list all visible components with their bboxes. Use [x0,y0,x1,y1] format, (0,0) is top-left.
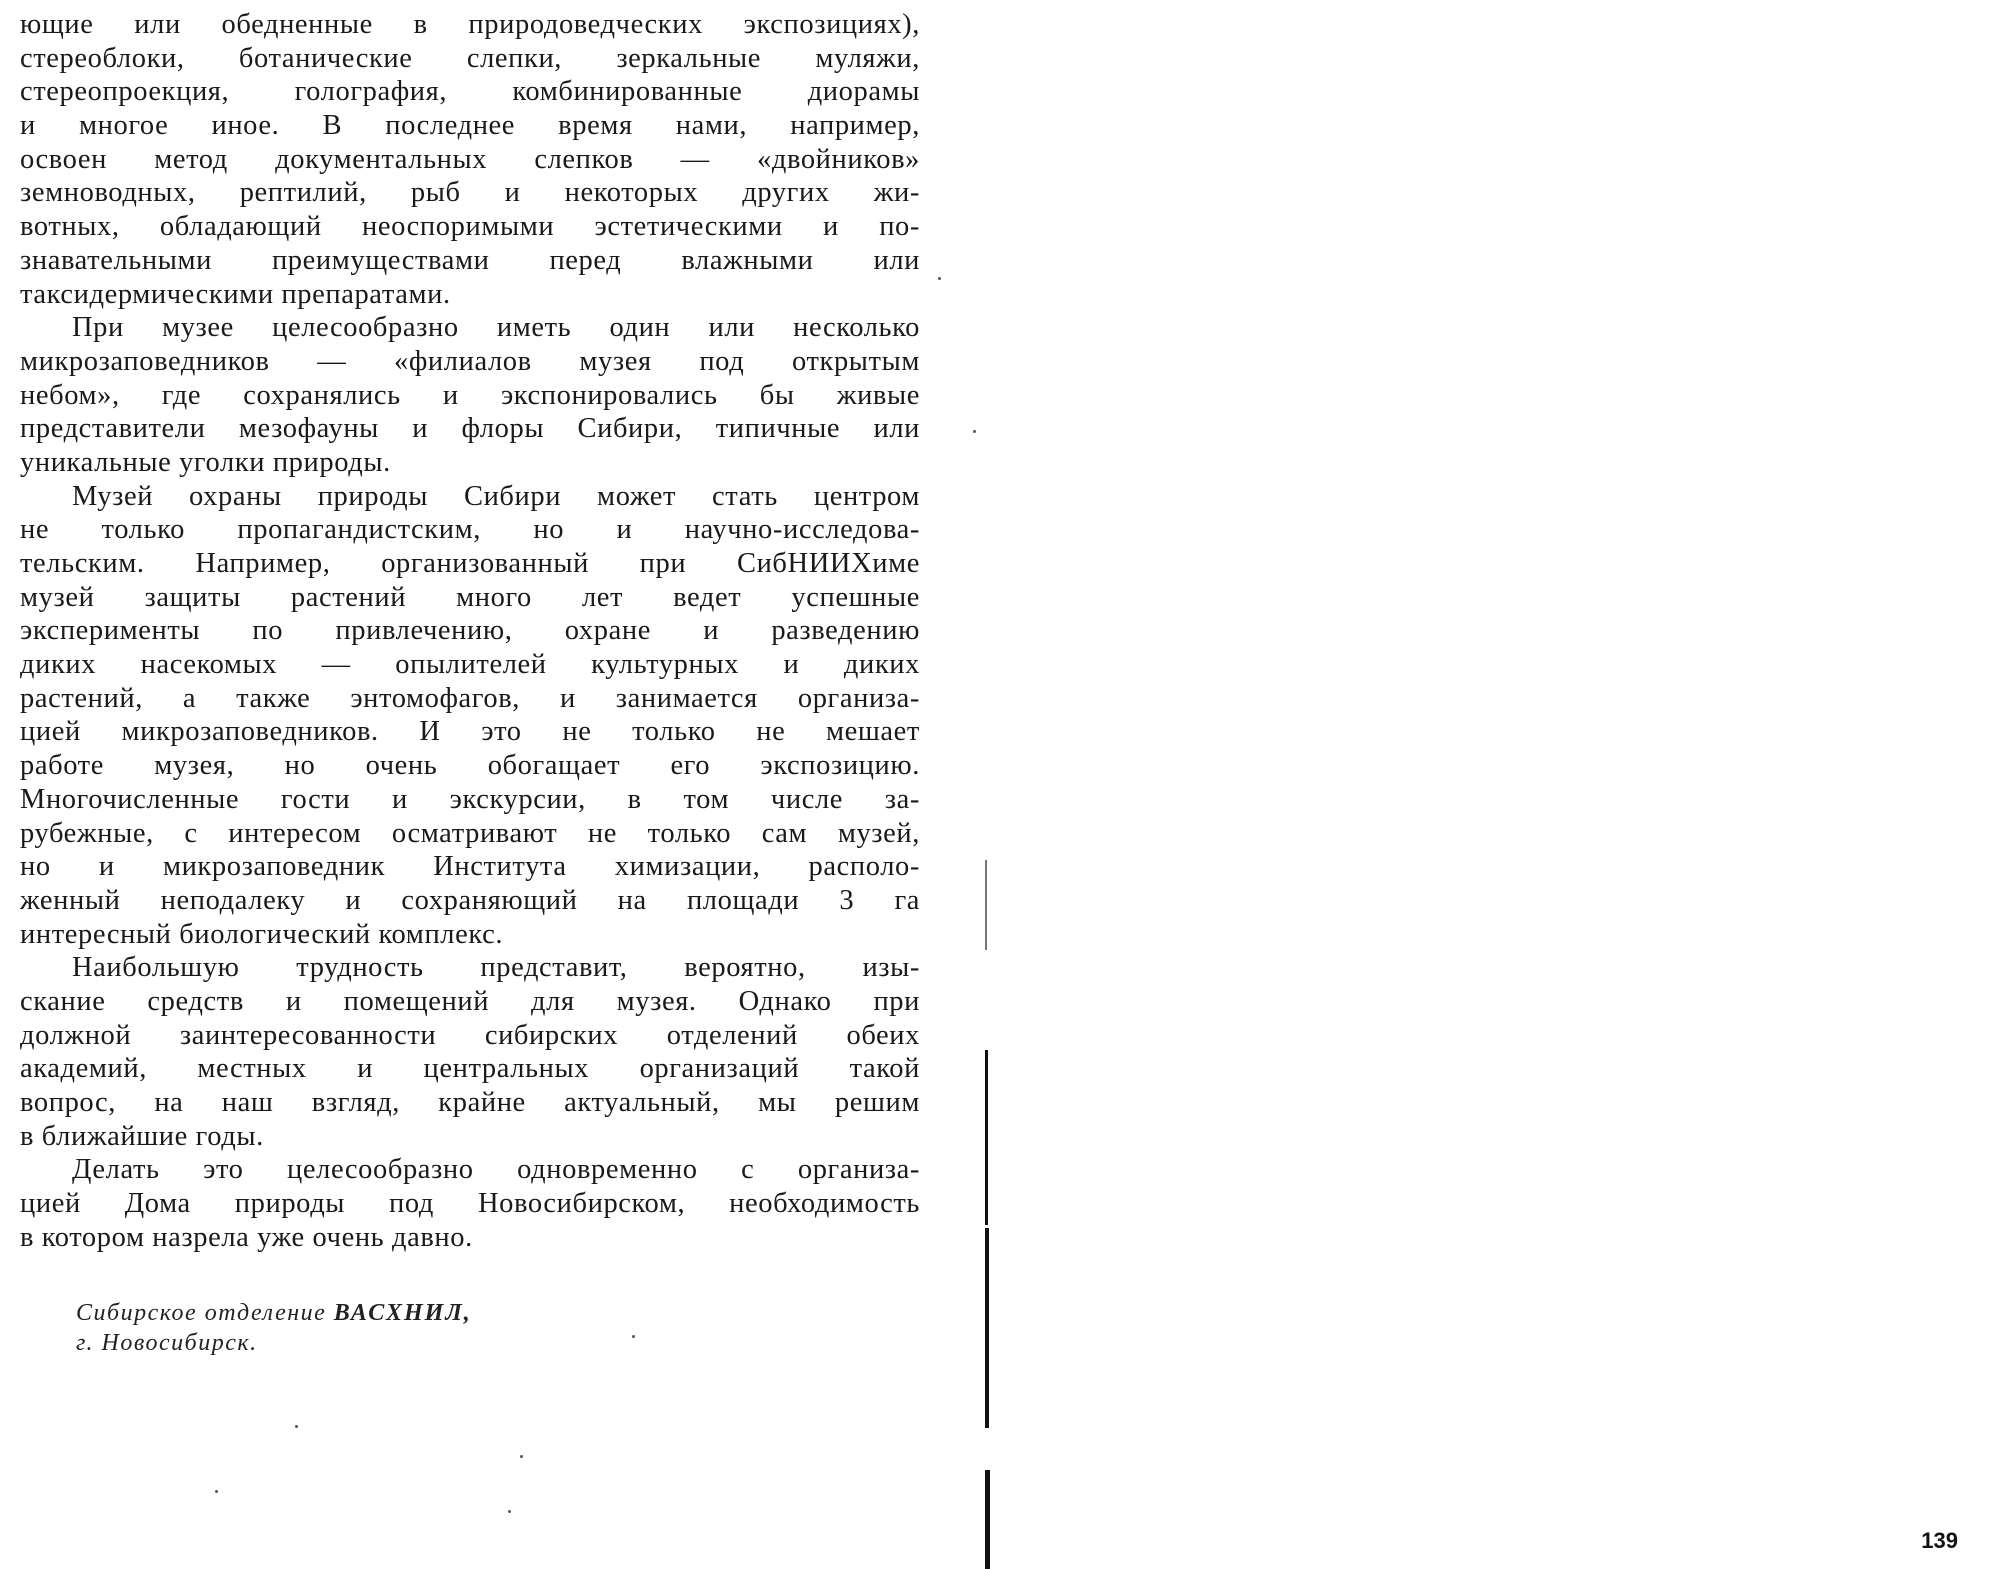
gutter-shadow [985,860,987,950]
text-line: цией микрозаповедников. И это не только не мешает [20,716,920,748]
city-line: г. Новосибирск. [76,1330,258,1356]
scan-speck [508,1510,511,1513]
text-line: уникальные уголки природы. [20,446,391,478]
text-line: должной заинтересованности сибирских отделений обеих [20,1019,920,1051]
text-line: в котором назрела уже очень давно. [20,1221,473,1253]
affiliation-prefix: Сибирское отделение [76,1300,327,1326]
text-line: цией Дома природы под Новосибирском, необходимость [20,1188,920,1220]
paragraph-start-line: Делать это целесообразно одновременно с организа- [72,1154,920,1186]
paragraph-start-line: Музей охраны природы Сибири может стать центром [72,480,920,512]
scan-speck [295,1425,298,1428]
text-line: земноводных, рептилий, рыб и некоторых других жи- [20,177,920,209]
text-line: эксперименты по привлечению, охране и разведению [20,615,920,647]
text-line: небом», где сохранялись и экспонировались бы живые [20,379,920,411]
author-signature [76,1298,472,1358]
paragraph-start-line: Наибольшую трудность представит, вероятно, изы- [72,952,920,984]
text-line: рубежные, с интересом осматривают не только сам музей, [20,817,920,849]
text-line: микрозаповедников — «филиалов музея под открытым [20,345,920,377]
text-line: Многочисленные гости и экскурсии, в том числе за- [20,783,920,815]
text-line: таксидермическими препаратами. [20,278,451,310]
text-line: тельским. Например, организованный при СибНИИХиме [20,548,920,579]
gutter-shadow [985,1228,989,1428]
text-line: женный неподалеку и сохраняющий на площади 3 га [20,884,920,916]
text-line: не только пропагандистским, но и научно-исследова- [20,514,920,546]
text-line: интересный биологический комплекс. [20,918,504,950]
text-line: в ближайшие годы. [20,1120,264,1152]
gutter-shadow [985,1050,988,1225]
text-line: знавательными преимуществами перед влажными или [20,244,920,276]
affiliation-org: ВАСХНИЛ, [333,1300,472,1326]
text-line: освоен метод документальных слепков — «двойников» [20,143,920,175]
text-line: стереоблоки, ботанические слепки, зеркальные муляжи, [20,42,920,74]
text-line: диких насекомых — опылителей культурных и диких [20,649,920,681]
text-line: работе музея, но очень обогащает его экспозицию. [20,750,920,782]
text-line: стереопроекция, голография, комбинированные диорамы [20,76,920,108]
affiliation-line [76,1298,472,1328]
text-line: вопрос, на наш взгляд, крайне актуальный, мы решим [20,1087,920,1118]
paragraph-start-line: При музее целесообразно иметь один или несколько [72,312,920,344]
scan-speck [938,277,941,280]
gutter-shadow [985,1470,990,1569]
scan-speck [520,1455,523,1458]
text-line: растений, а также энтомофагов, и занимается организа- [20,682,920,714]
text-line: вотных, обладающий неоспоримыми эстетическими и по- [20,211,920,243]
text-line: музей защиты растений много лет ведет успешные [20,581,920,613]
text-line: ющие или обедненные в природоведческих экспозициях), [20,9,920,40]
text-line: академий, местных и центральных организаций такой [20,1053,920,1085]
text-line: и многое иное. В последнее время нами, например, [20,110,920,142]
page-number: 139 [1921,1528,1958,1553]
scan-speck [215,1490,218,1493]
scan-speck [973,430,976,433]
text-line: скание средств и помещений для музея. Однако при [20,985,920,1017]
left-page-text [20,8,920,1254]
text-line: но и микрозаповедник Института химизации, располо- [20,851,920,883]
scan-speck [632,1335,635,1338]
text-line: представители мезофауны и флоры Сибири, типичные или [20,413,920,445]
